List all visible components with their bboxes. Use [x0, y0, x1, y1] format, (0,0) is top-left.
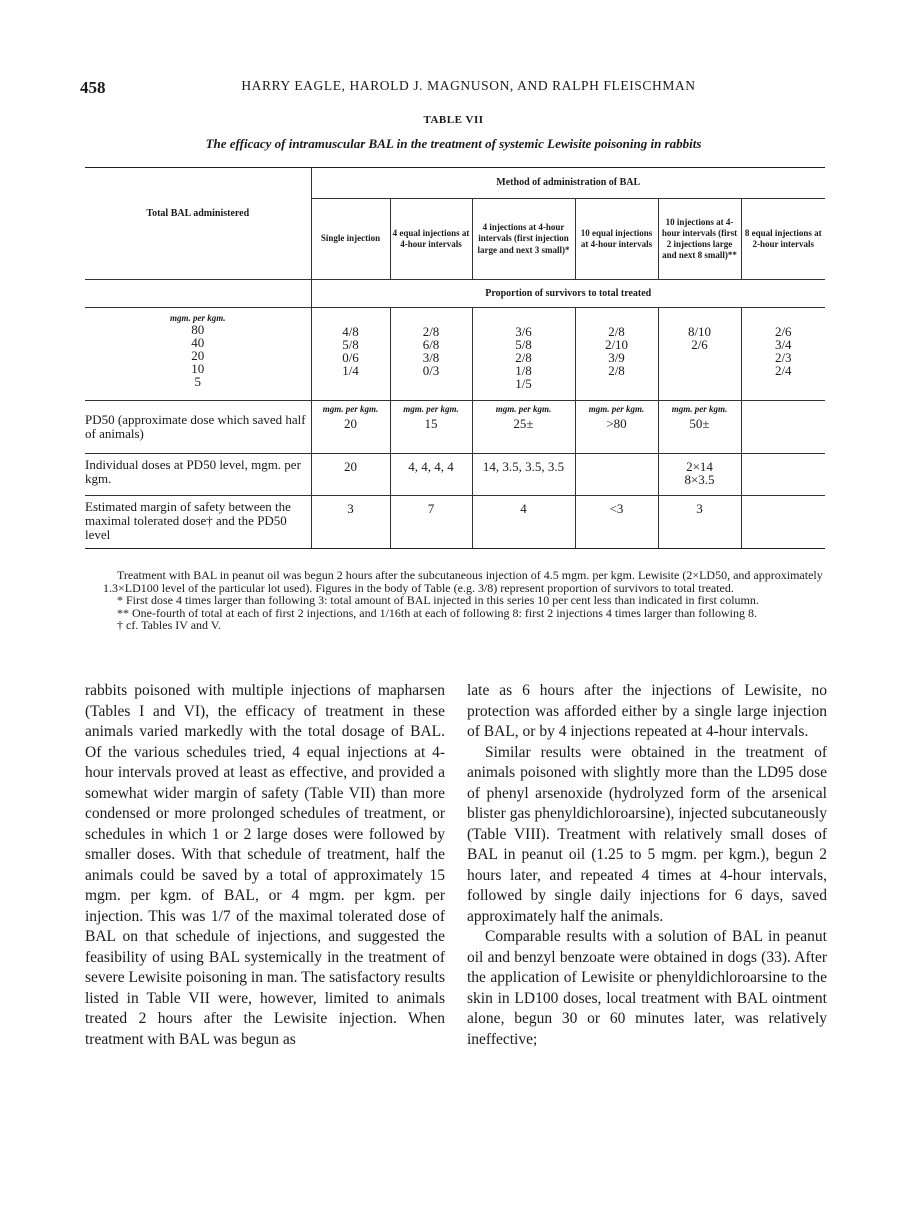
dose-value: 20: [191, 348, 205, 364]
individual-dose: 4, 4, 4, 4: [408, 459, 454, 474]
table-caption: The efficacy of intramuscular BAL in the treatment of systemic Lewisite poisoning in rabbits: [205, 136, 702, 151]
survival-cell: 3/8: [422, 350, 440, 365]
body-column-right: [467, 681, 827, 1050]
column-header: 10 equal injections at 4-hour intervals: [580, 227, 653, 249]
dose-value: 40: [191, 335, 205, 351]
pd50-unit: mgm. per kgm.: [403, 404, 459, 414]
individual-dose-line2: 8×3.5: [684, 472, 715, 487]
method-header: Method of administration of BAL: [496, 177, 641, 189]
survival-cell: 3/9: [608, 350, 625, 365]
safety-margin-value: 7: [427, 501, 435, 516]
survival-cell: 5/8: [515, 337, 532, 352]
body-paragraph: rabbits poisoned with multiple injections of mapharsen (Tables I and VI), the efficacy of treatment in these animals varied markedly with the total dosage of BAL. Of the various schedules tried, 4 equal injections at 4-hour intervals proved at least as effective, and provided a somewhat wider margin of safety (Table VII) than more condensed or more prolonged schedules of treatment, or schedules in which 1 or 2 large doses were followed by smaller doses. With that schedule of treatment, half the animals could be saved by a total of approximately 15 mgm. per kgm. of BAL, or 4 mgm. per kgm. per injection. This was 1/7 of the maximal tolerated dose of BAL on that schedule of injections, and suggested the feasibility of using BAL systemically in the treatment of severe Lewisite poisoning in man. The satisfactory results listed in Table VII were, however, limited to animals treated 2 hours after the Lewisite injection. When treatment with BAL was begun as: [85, 682, 445, 1048]
footnote: † cf. Tables IV and V.: [117, 618, 221, 632]
survival-cell: 2/4: [774, 363, 792, 378]
body-paragraph: Comparable results with a solution of BAL in peanut oil and benzyl benzoate were obtained in dogs (33). After the application of Lewisite or phenyldichloroarsine to the skin in LD100 doses, local treatment with BAL ointment alone, begun 30 or 60 minutes later, was relatively ineffective;: [467, 928, 827, 1048]
survival-cell: 1/8: [515, 363, 532, 378]
pd50-unit: mgm. per kgm.: [322, 404, 379, 414]
column-header: 8 equal injections at 2-hour intervals: [744, 227, 822, 249]
survival-cell: 5/8: [342, 337, 359, 352]
survival-cell: 0/3: [422, 363, 440, 378]
pd50-value: 25±: [513, 416, 534, 432]
pd50-unit: mgm. per kgm.: [588, 404, 645, 414]
survival-cell: 4/8: [342, 324, 359, 339]
proportion-header: Proportion of survivors to total treated: [485, 287, 652, 299]
body-column-left: [85, 681, 445, 1050]
column-header: Single injection: [320, 233, 381, 244]
footnote: Treatment with BAL in peanut oil was begun 2 hours after the subcutaneous injection of 4.5 mgm. per kgm. Lewisite (2×LD50, and approximately 1.3×LD100 level of the particular lot used). Figures in the body of Table (e.g. 3/8) represent proportion of survivors to total treated.: [103, 568, 823, 595]
individual-doses-label: Individual doses at PD50 level, mgm. per kgm.: [85, 457, 301, 486]
survival-cell: 2/8: [422, 324, 440, 339]
individual-dose: 20: [344, 459, 357, 474]
survival-cell: 1/5: [515, 376, 532, 391]
survival-cell: 2/8: [608, 324, 625, 339]
body-paragraph: Similar results were obtained in the treatment of animals poisoned with slightly more than the LD95 dose of phenyl arsenoxide (hydrolyzed form of the arsenical blister gas phenyldichloroarsine), injected subcutaneously (Table VIII). Treatment with relatively small doses of BAL in peanut oil (1.25 to 5 mgm. per kgm.), begun 2 hours later, and repeated 4 times at 4-hour intervals, followed by single daily injections for 6 days, saved approximately half the animals.: [467, 743, 827, 925]
individual-dose: 14, 3.5, 3.5, 3.5: [482, 459, 565, 474]
safety-margin-label: Estimated margin of safety between the maximal tolerated dose† and the PD50 level: [85, 499, 291, 542]
dose-unit: mgm. per kgm.: [170, 313, 226, 323]
survival-cell: 3/4: [774, 337, 792, 352]
dose-value: 80: [191, 322, 205, 338]
survival-cell: 2/6: [774, 324, 792, 339]
column-header: 10 injections at 4-hour intervals (first 2 injections large and next 8 small)**: [661, 216, 738, 261]
table-footnotes: [103, 569, 830, 632]
survival-cell: 6/8: [422, 337, 440, 352]
column-header: 4 injections at 4-hour intervals (first injection large and next 3 small)*: [477, 222, 570, 255]
table-label: TABLE VII: [423, 114, 484, 126]
survival-cell: 2/8: [515, 350, 532, 365]
dose-value: 5: [194, 374, 201, 390]
survival-cell: 2/10: [604, 337, 629, 352]
safety-margin-value: 4: [520, 501, 527, 516]
survival-cell: 0/6: [342, 350, 359, 365]
survival-cell: 1/4: [342, 363, 359, 378]
survival-cell: 2/6: [691, 337, 708, 352]
footnote: ** One-fourth of total at each of first 2 injections, and 1/16th at each of following 8: first 2 injections 4 times larger than following 8.: [117, 605, 757, 620]
column-header: 4 equal injections at 4-hour intervals: [392, 227, 470, 249]
footnote: * First dose 4 times larger than following 3: total amount of BAL injected in this series 10 per cent less than indicated in first column.: [117, 593, 759, 607]
pd50-value: 50±: [689, 416, 710, 432]
pd50-unit: mgm. per kgm.: [495, 404, 552, 414]
body-paragraph: late as 6 hours after the injections of Lewisite, no protection was afforded either by a single large injection of BAL, or by 4 injections repeated at 4-hour intervals.: [467, 682, 827, 740]
pd50-label: PD50 (approximate dose which saved half of animals): [85, 412, 306, 441]
safety-margin-value: <3: [609, 501, 624, 516]
survival-cell: 2/8: [608, 363, 625, 378]
safety-margin-value: 3: [696, 501, 703, 516]
results-table: [85, 167, 825, 549]
running-head: HARRY EAGLE, HAROLD J. MAGNUSON, AND RALPH FLEISCHMAN: [241, 78, 696, 93]
pd50-unit: mgm. per kgm.: [671, 404, 728, 414]
survival-cell: 8/10: [687, 324, 712, 339]
individual-dose: 2×14: [686, 459, 713, 474]
pd50-value: 15: [424, 416, 438, 432]
survival-cell: 3/6: [515, 324, 532, 339]
pd50-value: 20: [344, 416, 357, 432]
survival-cell: 2/3: [774, 350, 792, 365]
safety-margin-value: 3: [347, 501, 354, 516]
page-number: 458: [80, 78, 106, 97]
pd50-value: >80: [606, 416, 627, 432]
dose-value: 10: [191, 361, 205, 377]
row-header: Total BAL administered: [146, 207, 250, 219]
